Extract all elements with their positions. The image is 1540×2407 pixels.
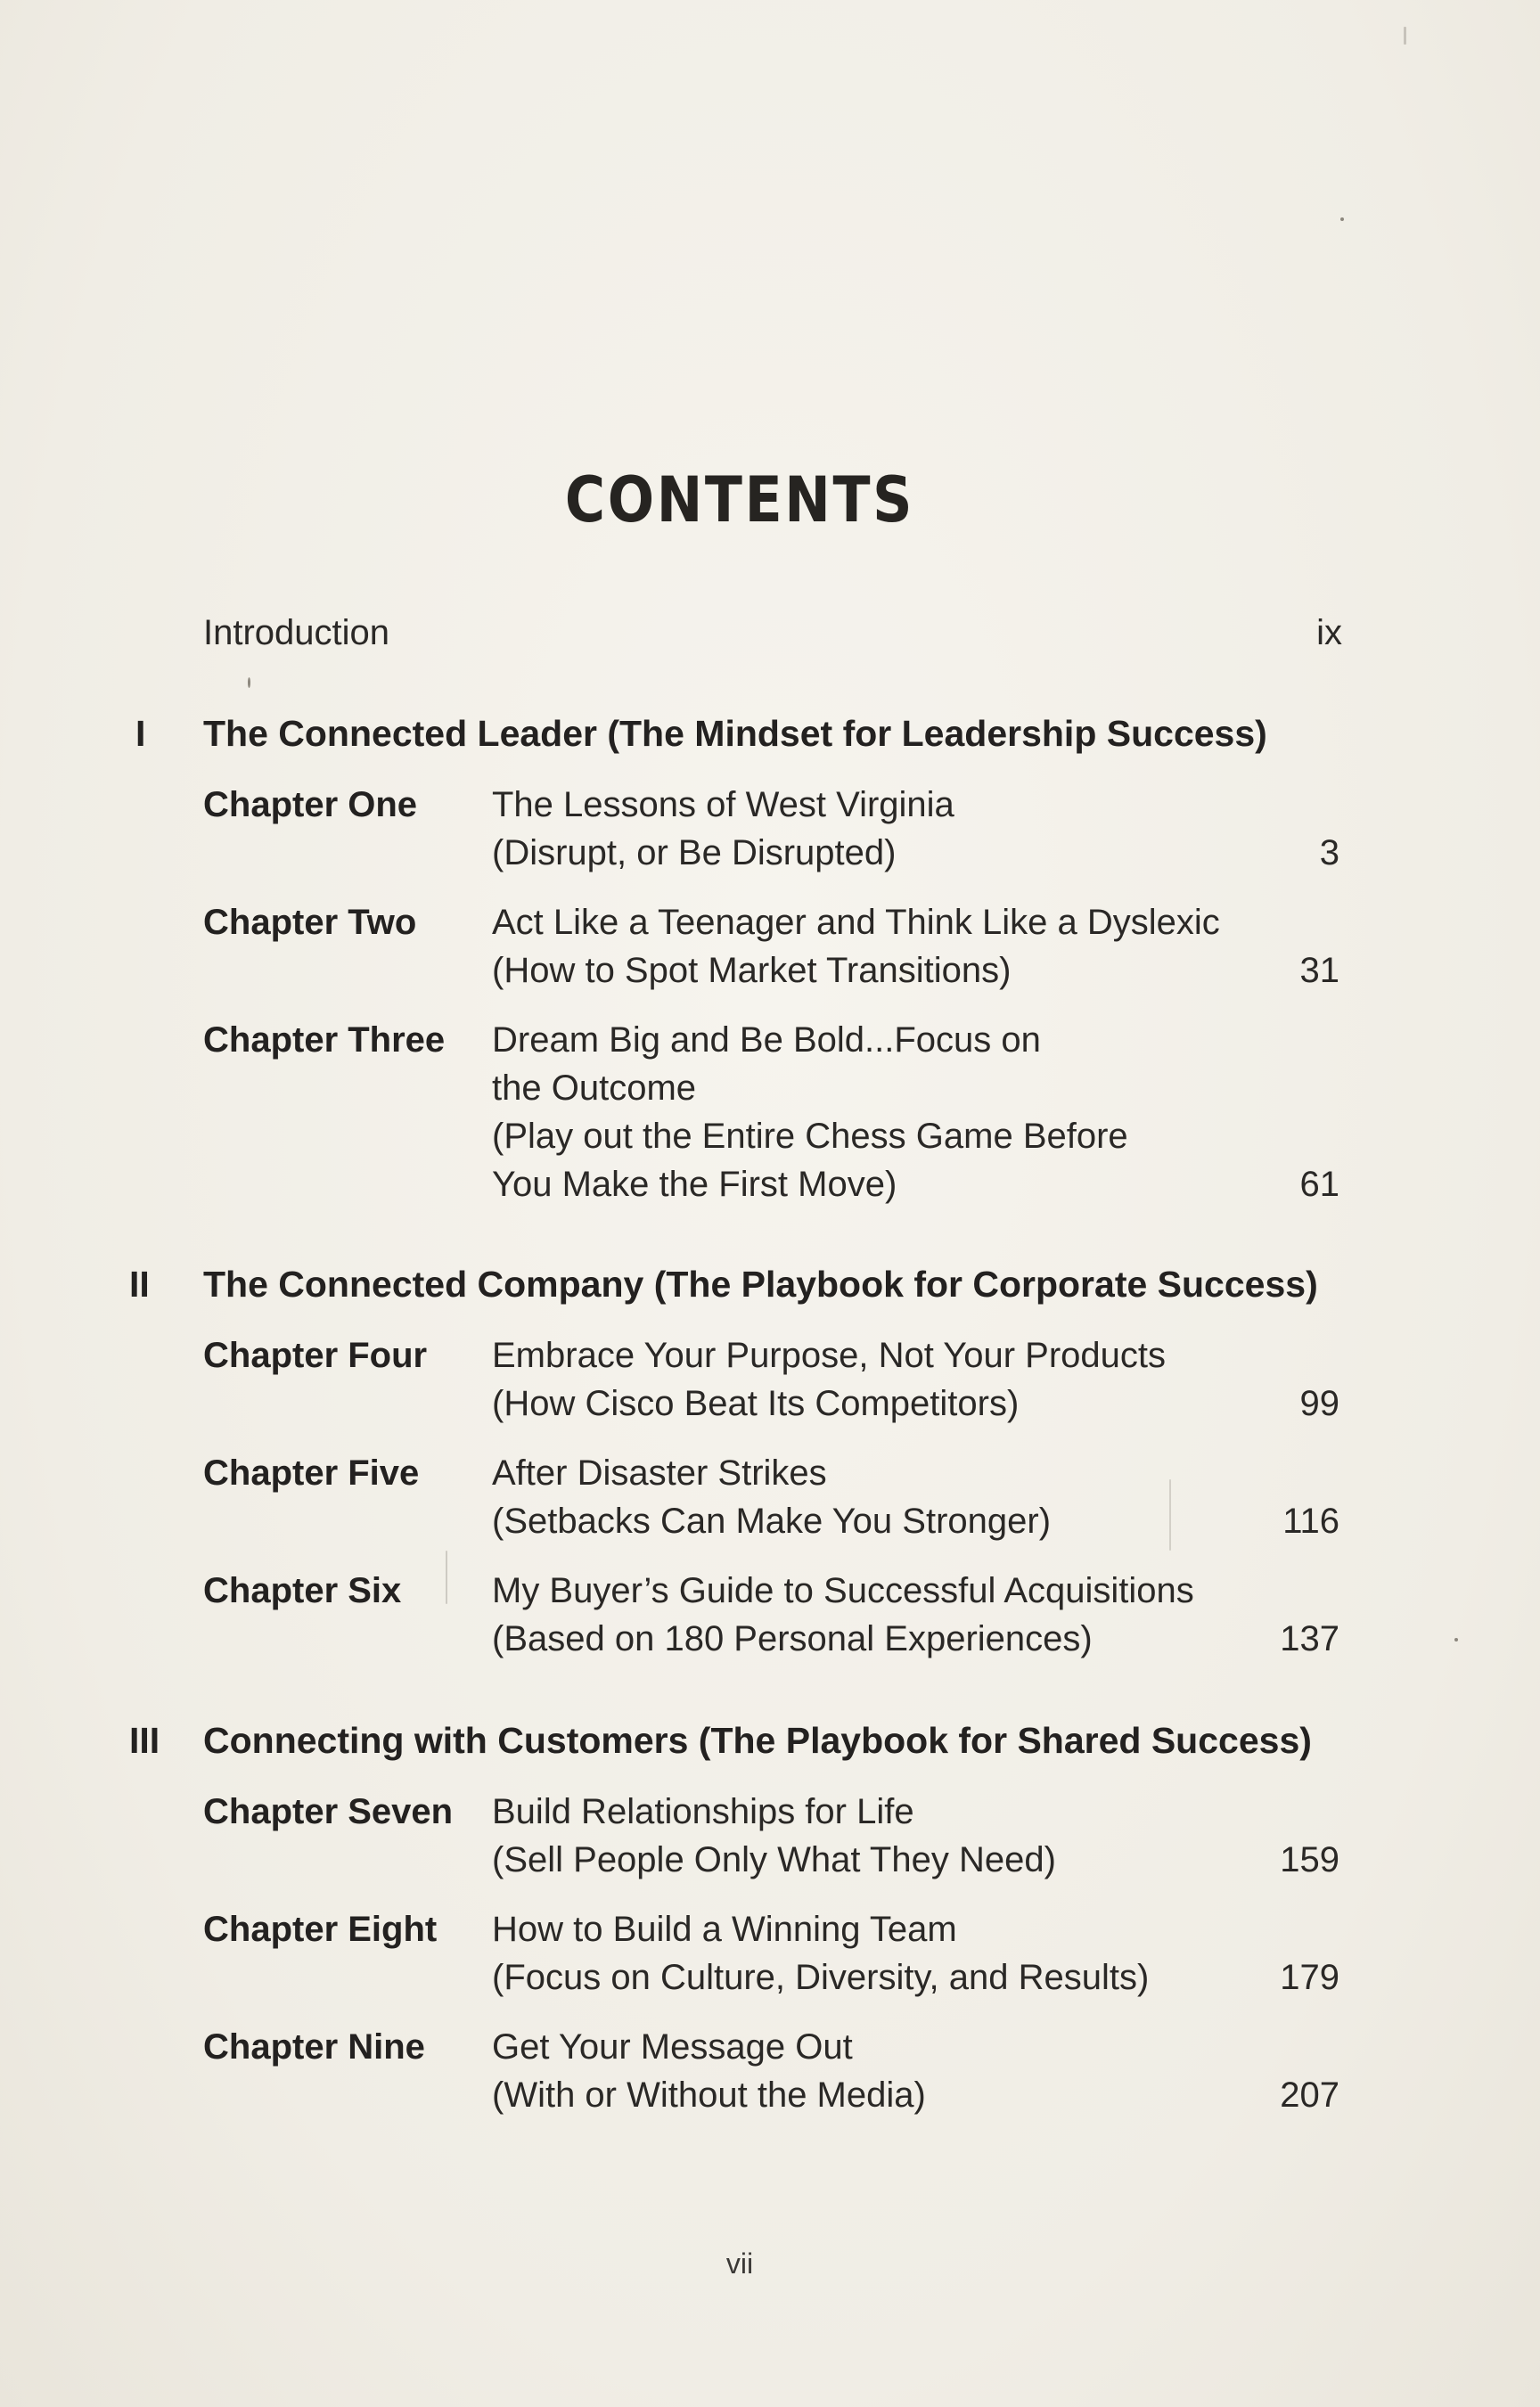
part-heading xyxy=(0,1264,1540,1317)
chapter-title-line: Build Relationships for Life xyxy=(492,1792,914,1831)
chapter-page-number: 159 xyxy=(1280,1840,1339,1879)
introduction-page: ix xyxy=(1316,613,1342,652)
chapter-title-line: (Setbacks Can Make You Stronger) xyxy=(492,1502,1052,1541)
page-folio: vii xyxy=(725,2247,754,2280)
toc-chapter xyxy=(0,1567,1540,1663)
chapter-page-number: 137 xyxy=(1280,1619,1339,1658)
toc-chapter xyxy=(0,898,1540,995)
chapter-title-line: (Sell People Only What They Need) xyxy=(492,1840,1056,1879)
chapter-page-number: 179 xyxy=(1280,1958,1339,1997)
chapter-label: Chapter Four xyxy=(203,1336,428,1375)
chapter-title-line: (Focus on Culture, Diversity, and Results) xyxy=(492,1958,1150,1997)
chapter-page-number: 99 xyxy=(1299,1384,1339,1423)
chapter-title-line: Act Like a Teenager and Think Like a Dyslexic xyxy=(492,903,1220,942)
chapter-label: Chapter Eight xyxy=(203,1910,438,1949)
chapter-title-line: How to Build a Winning Team xyxy=(492,1910,957,1949)
paper-speck xyxy=(446,1551,447,1604)
part-number: II xyxy=(129,1264,150,1305)
chapter-label: Chapter Seven xyxy=(203,1792,454,1831)
toc-introduction xyxy=(203,613,1342,653)
chapter-page-number: 207 xyxy=(1280,2075,1339,2115)
chapter-label: Chapter One xyxy=(203,785,418,824)
paper-speck xyxy=(1404,27,1406,45)
part-title: The Connected Company (The Playbook for Corporate Success) xyxy=(203,1264,1318,1305)
chapter-title-line: My Buyer’s Guide to Successful Acquisitions xyxy=(492,1571,1194,1610)
part-title: Connecting with Customers (The Playbook for Shared Success) xyxy=(203,1720,1312,1761)
chapter-title-line: (Disrupt, or Be Disrupted) xyxy=(492,833,897,872)
chapter-label: Chapter Nine xyxy=(203,2027,425,2067)
chapter-title-line: After Disaster Strikes xyxy=(492,1453,827,1493)
chapter-title-line: (With or Without the Media) xyxy=(492,2075,926,2115)
toc-chapter xyxy=(0,1905,1540,2002)
toc-chapter xyxy=(0,2023,1540,2119)
paper-speck xyxy=(1454,1638,1458,1642)
chapter-page-number: 116 xyxy=(1282,1502,1339,1541)
chapter-page-number: 31 xyxy=(1299,951,1339,990)
chapter-label: Chapter Three xyxy=(203,1020,446,1060)
toc-chapter xyxy=(0,1449,1540,1545)
toc-chapter xyxy=(0,1016,1540,1208)
chapter-title-line: the Outcome xyxy=(492,1068,697,1108)
chapter-title-line: (Based on 180 Personal Experiences) xyxy=(492,1619,1093,1658)
chapter-title-line: Embrace Your Purpose, Not Your Products xyxy=(492,1336,1167,1375)
toc-part-3 xyxy=(0,1720,1540,2119)
paper-speck xyxy=(248,677,250,688)
part-number: III xyxy=(129,1720,160,1761)
chapter-title-line: (How to Spot Market Transitions) xyxy=(492,951,1012,990)
toc-part-1 xyxy=(0,713,1540,1208)
chapter-page-number: 3 xyxy=(1319,833,1339,872)
toc-part-2 xyxy=(0,1264,1540,1663)
introduction-label: Introduction xyxy=(203,613,390,652)
chapter-label: Chapter Two xyxy=(203,903,417,942)
page-title: CONTENTS xyxy=(564,463,915,536)
part-heading xyxy=(0,713,1540,766)
part-heading xyxy=(0,1720,1540,1773)
part-number: I xyxy=(135,713,146,754)
chapter-label: Chapter Six xyxy=(203,1571,402,1610)
toc-chapter xyxy=(0,781,1540,877)
chapter-title-line: Dream Big and Be Bold...Focus on xyxy=(492,1020,1041,1060)
paper-speck xyxy=(1169,1479,1171,1551)
toc-chapter xyxy=(0,1788,1540,1884)
chapter-title-line: Get Your Message Out xyxy=(492,2027,853,2067)
paper-speck xyxy=(1340,217,1344,221)
toc-chapter xyxy=(0,1331,1540,1428)
chapter-title-line: (Play out the Entire Chess Game Before xyxy=(492,1117,1128,1156)
chapter-label: Chapter Five xyxy=(203,1453,420,1493)
chapter-title-line: (How Cisco Beat Its Competitors) xyxy=(492,1384,1020,1423)
chapter-title-line: You Make the First Move) xyxy=(492,1165,897,1204)
part-title: The Connected Leader (The Mindset for Leadership Success) xyxy=(203,713,1267,754)
chapter-title-line: The Lessons of West Virginia xyxy=(492,785,954,824)
chapter-page-number: 61 xyxy=(1299,1165,1339,1204)
